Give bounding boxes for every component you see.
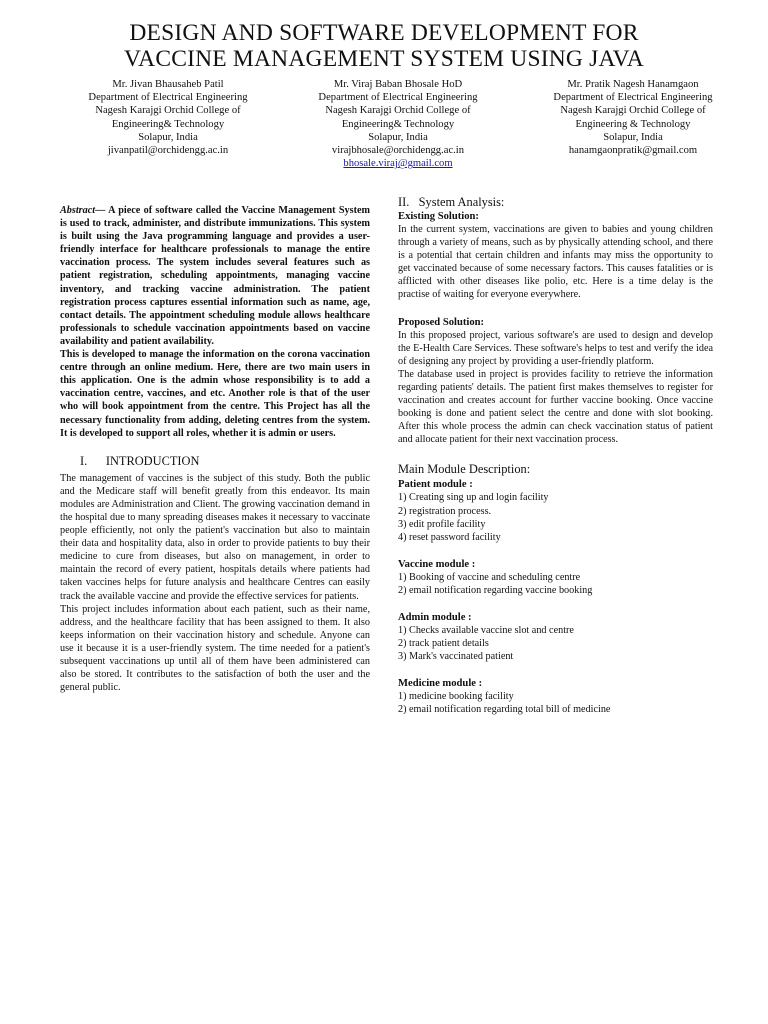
author-department: Department of Electrical Engineering [553,92,713,104]
author-college: Engineering& Technology [111,118,225,130]
module-item: 4) reset password facility [398,531,501,543]
module-item: 3) Mark's vaccinated patient [398,651,514,663]
introduction-paragraph-1: The management of vaccines is the subject of this study. Both the public and the Medicare staff will benefit greatly from this endeavor. Its main modules are Administration and Client. The growing vaccination demand in the hospital due to many spreading diseases makes it necessary to vaccinate people efficiently, not only the patient's vaccination but also to maintain their data and hospitality data, also in order to provide patients to buy their medicine to cure from diseases, but also on management, in order to maintain the record of every patient, hospitals details where patients had taken vaccines helps for future analysis and healthcare Centres can easily track the available vaccine and provide the effective services for patients. [60,472,370,602]
paper-title-line-1: DESIGN AND SOFTWARE DEVELOPMENT FOR [129,20,639,46]
abstract-text: A piece of software called the Vaccine Management System is used to track, administer, and distribute immunizations. This system is built using the Java programming language and provides a user- friendly interface for healthcare professionals to manage the entire vaccination process. The system includes several features such as patient registration, scheduling appointments, managing vaccine inventory, and tracking vaccine administration. The patient registration process captures essential information such as name, age, contact details. The appointment scheduling module allows healthcare professionals to schedule vaccination appointments based on vaccine availability and patient availability. [60,205,370,347]
introduction-heading [80,454,370,469]
module-title: Patient module : [398,479,473,491]
section-number: II. [398,195,410,209]
author-college: Nagesh Karajgi Orchid College of [325,105,471,117]
section-number: I. [80,453,88,468]
introduction-paragraph-2: This project includes information about each patient, such as their name, address, and the healthcare facility that has been assigned to them. It also keeps information on their vaccination history and schedule. Anyone can use it because it is a user-friendly system. The time needed for a patient's subsequent vaccinations up until all of them have been administered can also be stored. It contributes to the satisfaction of both the user and the general public. [60,603,370,694]
author-email-link[interactable]: bhosale.viraj@gmail.com [343,158,453,170]
author-college: Engineering& Technology [341,118,455,130]
module-item: 1) Checks available vaccine slot and centre [398,624,574,636]
section-title: INTRODUCTION [105,453,200,468]
proposed-solution-heading: Proposed Solution: [398,316,485,328]
existing-solution-text: In the current system, vaccinations are given to babies and young children through a variety of means, such as by physically attending school, and there is a potential that certain children and infants may miss the opportunity to get vaccinated because of some necessary factors. This causes fatalities or is afflicted with other diseases like polio, etc. Here is a time delay is the practise of waiting for everyone everywhere. [398,224,713,301]
module-group-admin [398,611,713,663]
author-city: Solapur, India [138,131,198,143]
author-block-1 [48,78,288,157]
paper-title-line-2: VACCINE MANAGEMENT SYSTEM USING JAVA [124,46,644,72]
abstract-label: Abstract [60,205,96,216]
author-city: Solapur, India [603,131,663,143]
module-title: Admin module : [398,611,472,623]
system-analysis-heading [398,195,713,210]
module-item: 2) track patient details [398,638,489,650]
author-block-3 [513,78,753,157]
author-name: Mr. Pratik Nagesh Hanamgaon [567,79,699,90]
left-column [60,204,370,694]
author-email: hanamgaonpratik@gmail.com [568,145,698,157]
module-group-vaccine [398,558,713,597]
author-block-2 [278,78,518,170]
module-item: 2) email notification regarding vaccine booking [398,584,593,596]
author-email: virajbhosale@orchidengg.ac.in [331,145,465,157]
paper-title [0,20,768,72]
module-item: 1) Creating sing up and login facility [398,492,549,504]
author-college: Nagesh Karajgi Orchid College of [95,105,241,117]
existing-solution-heading: Existing Solution: [398,211,479,222]
author-college: Engineering & Technology [575,118,691,130]
module-item: 2) email notification regarding total bill of medicine [398,704,611,716]
author-department: Department of Electrical Engineering [318,92,478,104]
module-item: 1) medicine booking facility [398,691,514,703]
author-college: Nagesh Karajgi Orchid College of [560,105,706,117]
right-column [398,195,713,716]
proposed-solution-paragraph-2: The database used in project is provides facility to retrieve the information regarding patients' details. The patient first makes themselves to register for vaccination and creates account for further vaccine booking. Once vaccine booking is done and patient select the centre and done with slot booking. After this whole process the admin can check vaccination status of patient and allocate patient for their next vaccination process. [398,368,713,446]
module-group-patient [398,478,713,543]
abstract-paragraph-1 [60,204,370,348]
module-item: 2) registration process. [398,505,492,517]
author-name: Mr. Jivan Bhausaheb Patil [112,79,224,90]
abstract-paragraph-2: This is developed to manage the information on the corona vaccination centre through an online medium. Here, there are two main users in this application. One is the admin whose responsibility is to add a vaccination centre, vaccines, and etc. Another role is that of the user who will book appointment from the centre. This Project has all the necessary functionality from adding, deleting centres from the system. It is developed to support all roles, whether it is admin or users. [60,349,370,439]
module-item: 3) edit profile facility [398,518,486,530]
proposed-solution-paragraph-1: In this proposed project, various software's are used to design and develop the E-Health Care Services. These software's helps to test and verify the idea of designing any project by providing a user-friendly platform. [398,329,713,367]
author-email: jivanpatil@orchidengg.ac.in [107,145,229,157]
author-city: Solapur, India [368,131,428,143]
module-description-heading: Main Module Description: [398,462,531,477]
module-title: Vaccine module : [398,558,476,570]
section-title: System Analysis: [418,195,505,209]
abstract-dash: — [95,205,106,216]
module-title: Medicine module : [398,678,483,690]
module-item: 1) Booking of vaccine and scheduling centre [398,571,581,583]
module-group-medicine [398,677,713,716]
author-department: Department of Electrical Engineering [88,92,248,104]
author-name: Mr. Viraj Baban Bhosale HoD [333,79,463,90]
